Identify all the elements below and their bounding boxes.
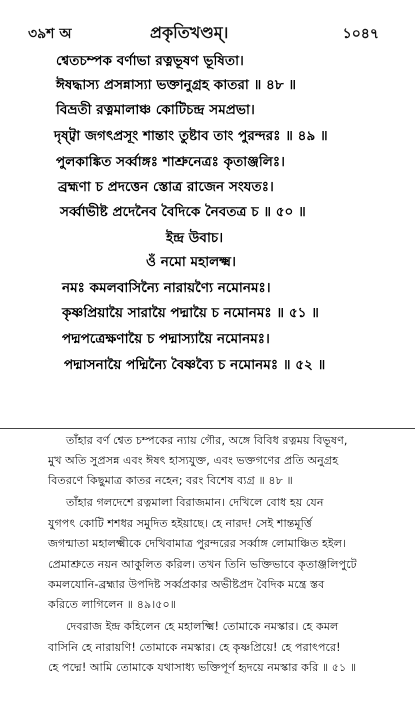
verse-heading: ওঁ নমো মহালক্ষ্ম। — [146, 254, 236, 270]
verse-line: ঈষদ্ধাস্য প্রসন্নাস্যা ভক্তানুগ্রহ কাতরা ॥ ৪৮ ॥ — [56, 77, 297, 93]
page-number: ১০৪৭ — [342, 26, 379, 42]
verse-line: নমঃ কমলবাসিন্যৈ নারায়ণ্যৈ নমোনমঃ। — [62, 280, 271, 296]
verse-line: শ্বেতচম্পক বর্ণাভা রত্নভূষণ ভূষিতা। — [56, 53, 244, 69]
commentary-line: কমলযোনি-ব্রহ্মার উপদিষ্ট সর্ব্বপ্রকার অভীষ্টপ্রদ বৈদিক মন্ত্রে স্তব — [48, 578, 325, 591]
page-header — [0, 18, 415, 44]
commentary-line: তাঁহার গলদেশে রত্নমালা বিরাজমান। দেখিলে বোধ হয় যেন — [66, 496, 324, 509]
commentary-line: বাসিনি হে নারায়ণি! তোমাকে নমস্কার। হে কৃষ্ণপ্রিয়ে! হে পরাৎপরে! — [48, 641, 341, 654]
commentary-line: করিতে লাগিলেন ॥ ৪৯।৫০॥ — [48, 598, 177, 611]
verse-line: ব্রহ্মণা চ প্রদত্তেন স্তোত্র রাজেন সংযতঃ। — [58, 179, 274, 195]
verse-line: দৃষ্ট্বা জগৎপ্রসূং শান্তাং তুষ্টাব তাং পুরন্দরঃ ॥ ৪৯ ॥ — [54, 128, 328, 144]
commentary-line: হে পদ্মে! আমি তোমাকে যথাসাধ্য ভক্তিপূর্ণ হৃদয়ে নমস্কার করি ॥ ৫১ ॥ — [48, 661, 357, 674]
verse-line: বিভ্রতী রত্নমালাঞ্চ কোটিচন্দ্র সমপ্রভা। — [56, 102, 255, 118]
commentary-line: প্রেমাশ্রুতে নয়ন আকুলিত করিল। তখন তিনি ভক্তিভাবে কৃতাঞ্জলিপুটে — [48, 558, 357, 571]
section-title: প্রকৃতিখণ্ডম্। — [150, 23, 229, 42]
commentary-line: মুখ অতি সুপ্রসন্ন এবং ঈষৎ হাস্যযুক্ত, এবং ভক্তগণের প্রতি অনুগ্রহ — [48, 454, 339, 467]
verse-line: পদ্মাসনায়ৈ পদ্মিন্যৈ বৈষ্ণব্যৈ চ নমোনমঃ ॥ ৫২ ॥ — [64, 357, 326, 373]
verse-line: পদ্মপত্রেক্ষণায়ৈ চ পদ্মাস্যায়ৈ নমোনমঃ। — [62, 331, 270, 347]
commentary-line: বিতরণে কিছুমাত্র কাতর নহেন; বরং বিশেষ ব্যগ্র ॥ ৪৮ ॥ — [48, 474, 293, 487]
commentary-line: জগন্মাতা মহালক্ষ্মীকে দেখিবামাত্র পুরন্দরের সর্ব্বাঙ্গ লোমাঞ্চিত হইল। — [48, 537, 347, 550]
commentary-line: যুগপৎ কোটি শশধর সমুদিত হইয়াছে। হে নারদ! সেই শান্তমূর্ত্তি — [48, 517, 312, 530]
commentary-line: দেবরাজ ইন্দ্র কহিলেন হে মহালক্ষ্মি! তোমাকে নমস্কার। হে কমল — [66, 620, 339, 633]
verse-line: সর্ব্বাভীষ্ট প্রদেনৈব বৈদিকে নৈবতত্র চ ॥ ৫০ ॥ — [60, 204, 306, 220]
chapter-label: ৩৯শ অ — [28, 26, 72, 42]
separator — [0, 428, 415, 429]
verse-heading: ইন্দ্র উবাচ। — [166, 230, 224, 246]
separator-rule — [0, 428, 415, 429]
commentary-line: তাঁহার বর্ণ শ্বেত চম্পকের ন্যায় গৌর, অঙ্গে বিবিধ রত্নময় বিভূষণ, — [66, 434, 348, 447]
verse-line: কৃষ্ণপ্রিয়ায়ৈ সারায়ৈ পদ্মায়ৈ চ নমোনমঃ ॥ ৫১ ॥ — [62, 305, 319, 321]
verse-line: পুলকাঙ্কিত সর্ব্বাঙ্গঃ শাশ্রুনেত্রঃ কৃতাঞ্জলিঃ। — [56, 154, 285, 170]
